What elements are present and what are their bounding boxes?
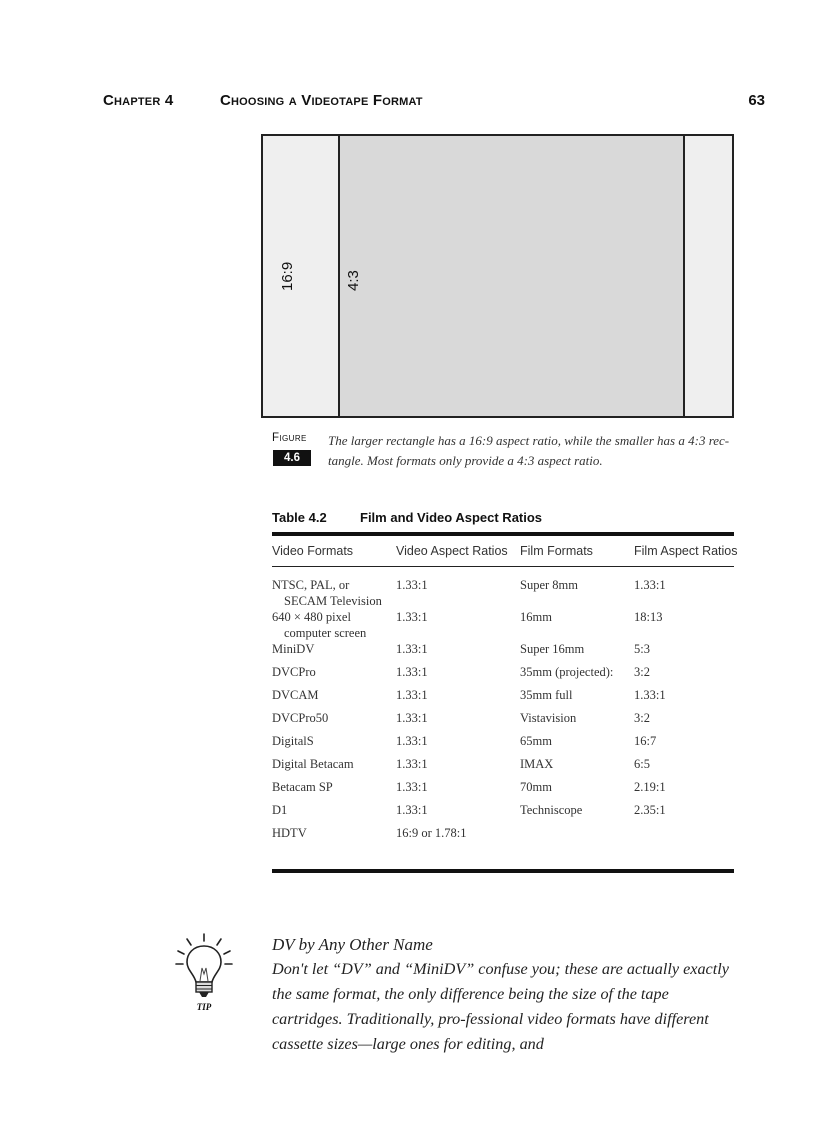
cell-video-ratio: 1.33:1 xyxy=(396,688,428,702)
cell-film-ratio: 16:7 xyxy=(634,734,657,748)
caption-text: The larger rectangle has a 16:9 aspect ratio, while the smaller has a 4:3 rec-tangle. Most formats only provide a 4:3 aspect ratio. xyxy=(328,433,730,468)
tip-label: TIP xyxy=(196,1002,212,1012)
cell-film-ratio: 2.19:1 xyxy=(634,780,666,794)
table-row xyxy=(272,825,734,848)
cell-film-format xyxy=(520,825,634,848)
cell-film-ratio: 1.33:1 xyxy=(634,688,666,702)
cell-video-format xyxy=(272,756,396,779)
cell-film-format: Super 8mm xyxy=(520,578,578,592)
table-row xyxy=(272,664,734,687)
cell-video-format xyxy=(272,609,396,641)
video-format-line: DVCPro xyxy=(272,665,316,679)
col-header-film-formats: Film Formats xyxy=(520,544,593,558)
table-row xyxy=(272,779,734,802)
video-format-line: HDTV xyxy=(272,826,307,840)
cell-video-ratio: 1.33:1 xyxy=(396,610,428,624)
cell-film-ratio: 5:3 xyxy=(634,642,650,656)
video-format-continuation: computer screen xyxy=(284,626,367,640)
figure-number-badge: 4.6 xyxy=(273,450,311,466)
video-format-line: MiniDV xyxy=(272,642,315,656)
table-top-rule xyxy=(272,532,734,536)
cell-video-format xyxy=(272,570,396,609)
cell-film-format: Techniscope xyxy=(520,803,583,817)
cell-video-ratio: 1.33:1 xyxy=(396,578,428,592)
video-format-line: D1 xyxy=(272,803,288,817)
cell-video-ratio: 1.33:1 xyxy=(396,734,428,748)
cell-film-format: 70mm xyxy=(520,780,552,794)
aspect-ratio-figure xyxy=(261,134,734,418)
cell-film-format: Vistavision xyxy=(520,711,577,725)
table-title xyxy=(272,510,542,525)
table-row xyxy=(272,733,734,756)
cell-film-ratio: 6:5 xyxy=(634,757,650,771)
cell-video-ratio: 1.33:1 xyxy=(396,757,428,771)
sidebar-text: Don't let “DV” and “MiniDV” confuse you; these are actually exactly the same format, the only difference being the size of the tape cartridges. Traditionally, pro-fessional video formats have different cassette sizes—large ones for editing, and xyxy=(272,960,729,1053)
table-bottom-rule xyxy=(272,869,734,873)
cell-video-ratio: 1.33:1 xyxy=(396,780,428,794)
cell-film-ratio: 2.35:1 xyxy=(634,803,666,817)
table-row xyxy=(272,756,734,779)
cell-film-format: 35mm (projected): xyxy=(520,665,614,679)
label-4-3: 4:3 xyxy=(345,270,362,291)
cell-film-format: 35mm full xyxy=(520,688,573,702)
cell-video-format xyxy=(272,641,396,664)
table-row xyxy=(272,802,734,825)
cell-video-ratio: 1.33:1 xyxy=(396,642,428,656)
cell-film-ratio: 3:2 xyxy=(634,665,650,679)
video-format-line: DVCPro50 xyxy=(272,711,329,725)
table-body xyxy=(272,570,734,848)
figure-word: Figure xyxy=(272,432,307,444)
aspect-ratio-table xyxy=(272,540,738,848)
cell-video-ratio: 1.33:1 xyxy=(396,711,428,725)
cell-video-format xyxy=(272,802,396,825)
video-format-line: DigitalS xyxy=(272,734,314,748)
cell-video-format xyxy=(272,825,396,848)
lightbulb-tip-icon xyxy=(173,932,235,1014)
table-row xyxy=(272,710,734,733)
sidebar-title: DV by Any Other Name xyxy=(272,935,433,954)
cell-film-format: IMAX xyxy=(520,757,554,771)
cell-film-format: 16mm xyxy=(520,610,552,624)
col-header-film-ratios: Film Aspect Ratios xyxy=(634,544,738,558)
col-header-video-formats: Video Formats xyxy=(272,544,354,558)
video-format-continuation: SECAM Television xyxy=(284,594,382,608)
chapter-title: Choosing a Videotape Format xyxy=(220,92,423,109)
cell-film-ratio: 3:2 xyxy=(634,711,650,725)
cell-film-format: Super 16mm xyxy=(520,642,585,656)
video-format-line: NTSC, PAL, or xyxy=(272,578,350,592)
cell-film-ratio xyxy=(634,825,734,848)
cell-video-ratio: 16:9 or 1.78:1 xyxy=(396,826,467,840)
cell-video-format xyxy=(272,664,396,687)
cell-film-ratio: 18:13 xyxy=(634,610,663,624)
cell-video-ratio: 1.33:1 xyxy=(396,803,428,817)
video-format-line: Betacam SP xyxy=(272,780,333,794)
col-header-video-ratios: Video Aspect Ratios xyxy=(396,544,508,558)
video-format-line: 640 × 480 pixel xyxy=(272,610,351,624)
page-header xyxy=(103,92,765,112)
cell-video-format xyxy=(272,687,396,710)
cell-video-format xyxy=(272,710,396,733)
video-format-line: Digital Betacam xyxy=(272,757,354,771)
cell-video-format xyxy=(272,733,396,756)
table-caption: Film and Video Aspect Ratios xyxy=(360,510,543,525)
table-number: Table 4.2 xyxy=(272,510,327,525)
label-16-9: 16:9 xyxy=(279,261,296,291)
rectangle-4-3 xyxy=(338,136,685,416)
cell-film-ratio: 1.33:1 xyxy=(634,578,666,592)
table-header-row xyxy=(272,540,734,570)
table-row xyxy=(272,641,734,664)
cell-film-format: 65mm xyxy=(520,734,552,748)
table-row xyxy=(272,570,734,609)
table-row xyxy=(272,687,734,710)
cell-video-format xyxy=(272,779,396,802)
video-format-line: DVCAM xyxy=(272,688,319,702)
table-row xyxy=(272,609,734,641)
cell-video-ratio: 1.33:1 xyxy=(396,665,428,679)
page-number: 63 xyxy=(748,92,765,109)
chapter-label: Chapter 4 xyxy=(103,92,174,109)
